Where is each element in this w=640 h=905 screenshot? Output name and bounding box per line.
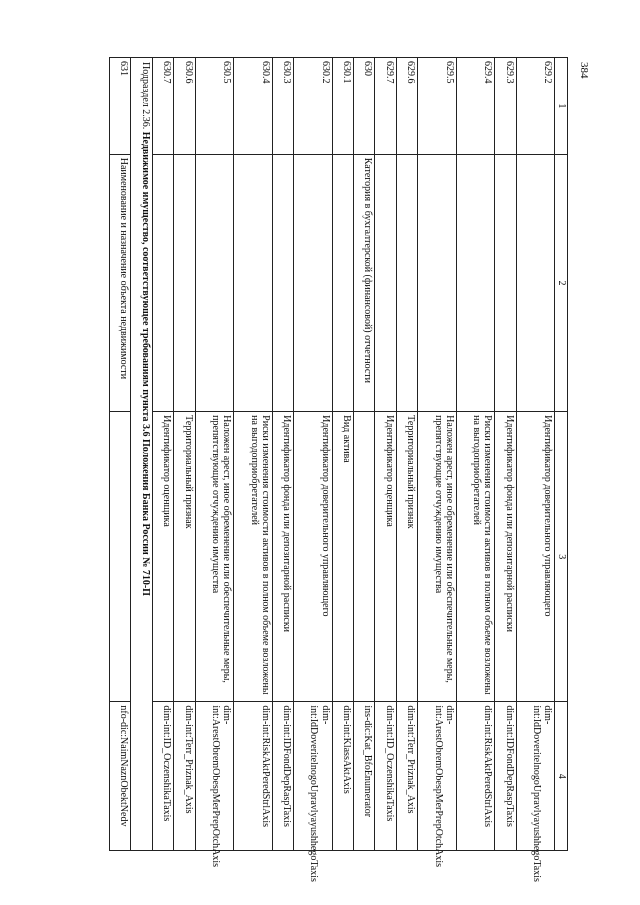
cell-col-3 [110,412,131,702]
cell-col-1: 630.7 [152,58,174,155]
section-prefix: Подраздел 2.36. [139,62,151,130]
table-row [294,58,332,851]
column-header-3: 3 [555,412,568,702]
cell-col-4: dim-int:RiskAktPeredStrlAxis [456,702,494,851]
table-row [418,58,456,851]
cell-col-2 [174,154,195,411]
cell-col-4: dim-int:IDFondDepRaspTaxis [495,702,516,851]
cell-col-4: ins-dic:Kat_BfoEnumerator [354,702,375,851]
cell-col-1: 629.2 [516,58,554,155]
cell-col-2 [332,154,353,411]
table-row [110,58,131,851]
cell-col-2 [396,154,417,411]
cell-col-1: 629.5 [418,58,456,155]
cell-col-1: 631 [110,58,131,155]
cell-col-1: 630.4 [234,58,272,155]
document-table [109,57,568,882]
section-row [131,58,152,851]
section-heading [131,58,152,851]
cell-col-3: Идентификатор фонда или депозитарной расписки [495,412,516,702]
page-number: 384 [578,62,590,79]
cell-col-1: 630.3 [272,58,293,155]
table-row [516,58,554,851]
table-row [234,58,272,851]
cell-col-4: dim-int:ArestObremObespMerPrepOtchAxis [195,702,233,851]
cell-col-4: dim-int:ID_OczenshikaTaxis [375,702,396,851]
cell-col-4: nfo-dic:NaimNaznObektNedv [110,702,131,851]
table-row [195,58,233,851]
cell-col-3: Риски изменения стоимости активов в полном объеме возложены на выгодоприобретателей [234,412,272,702]
cell-col-3: Идентификатор фонда или депозитарной расписки [272,412,293,702]
column-header-1: 1 [555,58,568,155]
cell-col-1: 630.5 [195,58,233,155]
table-row [354,58,375,851]
table-row [375,58,396,851]
cell-col-2: Категория в бухгалтерской (финансовой) отчетности [354,154,375,411]
cell-col-3: Наложен арест, иное обременение или обеспечительные меры, препятствующие отчуждению имущества [195,412,233,702]
cell-col-1: 630.6 [174,58,195,155]
cell-col-2 [375,154,396,411]
cell-col-3: Идентификатор оценщика [152,412,174,702]
cell-col-3: Риски изменения стоимости активов в полном объеме возложены на выгодоприобретателей [456,412,494,702]
cell-col-2 [272,154,293,411]
cell-col-4: dim-int:Terr_Priznak_Axis [396,702,417,851]
cell-col-2 [516,154,554,411]
cell-col-1: 630.2 [294,58,332,155]
table-row [174,58,195,851]
cell-col-4: dim-int:IDFondDepRaspTaxis [272,702,293,851]
cell-col-4: dim-int:Terr_Priznak_Axis [174,702,195,851]
table-row [456,58,494,851]
cell-col-3: Идентификатор доверительного управляющего [294,412,332,702]
section-title: Недвижимое имущество, соответствующее требованиям пункта 3.6 Положения Банка России № 710-П [139,131,151,596]
cell-col-1: 629.3 [495,58,516,155]
column-header-2: 2 [555,154,568,411]
cell-col-1: 629.7 [375,58,396,155]
cell-col-4: dim-int:IdDoveritelnogoUpravlyayushhegoTaxis [516,702,554,851]
table-row [495,58,516,851]
cell-col-4: dim-int:ArestObremObespMerPrepOtchAxis [418,702,456,851]
cell-col-3: Вид актива [332,412,353,702]
cell-col-1: 629.6 [396,58,417,155]
cell-col-2 [456,154,494,411]
cell-col-4: dim-int:ID_OczenshikaTaxis [152,702,174,851]
cell-col-4: dim-int:KlassAktAxis [332,702,353,851]
table-row [272,58,293,851]
cell-col-2 [294,154,332,411]
cell-col-2 [495,154,516,411]
cell-col-3: Наложен арест, иное обременение или обеспечительные меры, препятствующие отчуждению имущества [418,412,456,702]
table-row [396,58,417,851]
table-body [152,58,554,882]
cell-col-2 [195,154,233,411]
cell-col-2 [234,154,272,411]
header-row [555,58,568,851]
cell-col-4: dim-int:RiskAktPeredStrlAxis [234,702,272,851]
document-table-container [109,57,568,882]
table-body-after [110,58,131,851]
column-header-4: 4 [555,702,568,851]
table-row [332,58,353,851]
cell-col-2 [152,154,174,411]
cell-col-3: Территориальный признак [174,412,195,702]
cell-col-3: Идентификатор оценщика [375,412,396,702]
cell-col-3 [354,412,375,702]
cell-col-3: Территориальный признак [396,412,417,702]
cell-col-2: Наименование и назначение объекта недвижимости [110,154,131,411]
cell-col-3: Идентификатор доверительного управляющего [516,412,554,702]
cell-col-1: 630.1 [332,58,353,155]
cell-col-1: 629.4 [456,58,494,155]
cell-col-2 [418,154,456,411]
cell-col-4: dim-int:IdDoveritelnogoUpravlyayushhegoTaxis [294,702,332,851]
table-row [152,58,174,851]
cell-col-1: 630 [354,58,375,155]
